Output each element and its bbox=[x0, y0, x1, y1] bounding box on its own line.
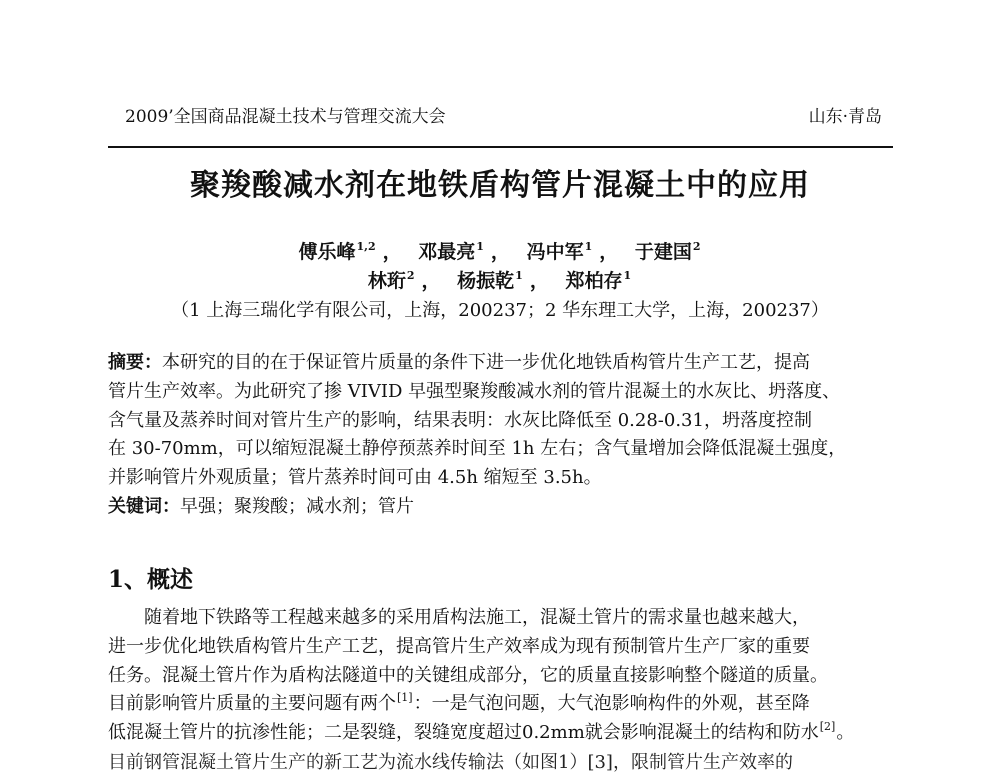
body-line: 目前影响管片质量的主要问题有两个[1]：一是气泡问题，大气泡影响构件的外观，甚至降 bbox=[108, 691, 810, 715]
author: 杨振乾$^1$ bbox=[457, 269, 523, 292]
abstract-line: 摘要：本研究的目的在于保证管片质量的条件下进一步优化地铁盾构管片生产工艺，提高 bbox=[108, 352, 810, 373]
abstract-label: 摘要： bbox=[108, 352, 162, 373]
abstract-line: 并影响管片外观质量；管片蒸养时间可由 4.5h 缩短至 3.5h。 bbox=[108, 467, 602, 489]
body-line-cut: 目前钢管混凝土管片生产的新工艺为流水线传输法（如图1）[3]，限制管片生产效率的 bbox=[108, 752, 793, 773]
keywords bbox=[108, 493, 893, 522]
abstract-line: 在 30-70mm，可以缩短混凝土静停预蒸养时间至 1h 左右；含气量增加会降低混凝土强度， bbox=[108, 438, 847, 460]
section-heading: 1、概述 bbox=[108, 566, 194, 593]
abstract-line: 含气量及蒸养时间对管片生产的影响，结果表明：水灰比降低至 0.28-0.31，坍落度控制 bbox=[108, 409, 812, 431]
author: 邓最亮$^1$ bbox=[418, 240, 484, 263]
body-line: 任务。混凝土管片作为盾构法隧道中的关键组成部分，它的质量直接影响整个隧道的质量。 bbox=[108, 664, 828, 686]
keywords-label: 关键词： bbox=[108, 496, 180, 517]
author: 冯中军$^1$ bbox=[526, 240, 593, 263]
citation: [1] bbox=[397, 691, 413, 705]
affiliation: （1 上海三瑞化学有限公司，上海，200237；2 华东理工大学，上海，200237） bbox=[171, 300, 829, 321]
abstract-line: 管片生产效率。为此研究了掺 VIVID 早强型聚羧酸减水剂的管片混凝土的水灰比、坍落度、 bbox=[108, 380, 841, 402]
citation: [2] bbox=[819, 720, 836, 734]
author: 傅乐峰$^{1,2}$ bbox=[298, 240, 376, 263]
running-header-conference: 2009’全国商品混凝土技术与管理交流大会 bbox=[125, 107, 446, 127]
abstract bbox=[108, 349, 893, 493]
section-body bbox=[108, 604, 893, 748]
paper-title: 聚羧酸减水剂在地铁盾构管片混凝土中的应用 bbox=[190, 168, 810, 203]
author: 于建国$^2$ bbox=[634, 240, 701, 263]
authors-line-1: 傅乐峰$^{1,2}$ ， 邓最亮$^1$ ， 冯中军$^1$ ， 于建国$^2$ bbox=[298, 240, 701, 263]
authors-line-2: 林珩$^2$ ， 杨振乾$^1$ ， 郑柏存$^1$ bbox=[367, 269, 632, 292]
header-rule bbox=[108, 146, 893, 148]
keywords-text: 早强；聚羧酸；减水剂；管片 bbox=[180, 496, 414, 517]
body-line: 随着地下铁路等工程越来越多的采用盾构法施工，混凝土管片的需求量也越来越大， bbox=[144, 607, 810, 628]
author: 郑柏存$^1$ bbox=[565, 269, 632, 292]
body-line: 低混凝土管片的抗渗性能；二是裂缝，裂缝宽度超过0.2mm就会影响混凝土的结构和防水[2]。 bbox=[108, 720, 855, 744]
author: 林珩$^2$ bbox=[367, 269, 415, 292]
body-line: 进一步优化地铁盾构管片生产工艺，提高管片生产效率成为现有预制管片生产厂家的重要 bbox=[108, 635, 810, 657]
running-header-location: 山东·青岛 bbox=[808, 107, 882, 127]
